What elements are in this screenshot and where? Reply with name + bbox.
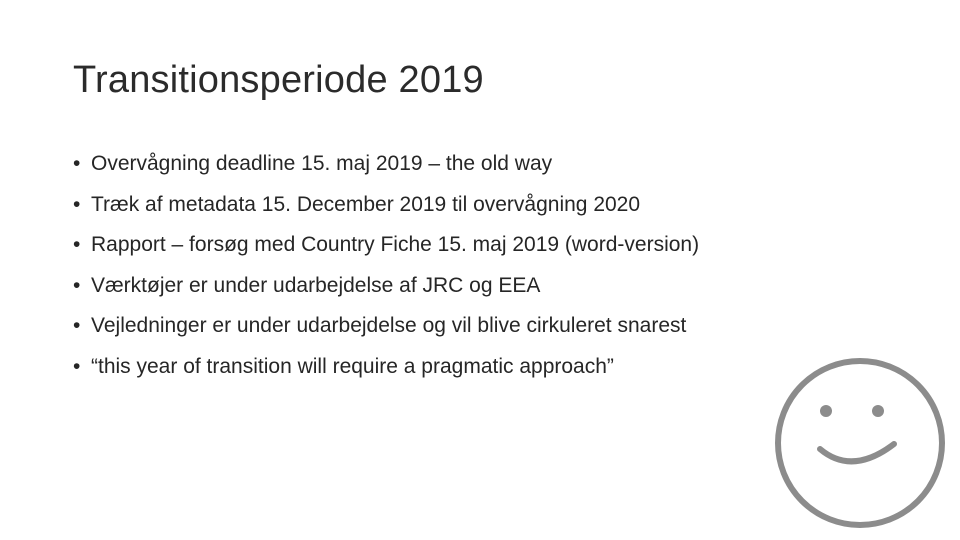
bullet-text: Overvågning deadline 15. maj 2019 – the old way <box>91 152 553 175</box>
bullet-text: Træk af metadata 15. December 2019 til overvågning 2020 <box>91 192 641 216</box>
smiley-face-icon <box>770 348 950 528</box>
bullet-dot: • <box>73 152 81 175</box>
bullet-dot: • <box>73 273 81 297</box>
bullet-dot: • <box>73 233 81 256</box>
bullet-item <box>73 144 873 185</box>
bullet-item <box>73 225 873 266</box>
bullet-text: Rapport – forsøg med Country Fiche 15. maj 2019 (word-version) <box>91 233 700 256</box>
bullet-item <box>73 306 873 347</box>
slide-title: Transitionsperiode 2019 <box>73 59 484 101</box>
bullet-dot: • <box>73 192 81 216</box>
bullet-text: Vejledninger er under udarbejdelse og vil blive cirkuleret snarest <box>91 314 687 337</box>
bullet-item <box>73 185 873 226</box>
bullet-dot: • <box>73 354 81 378</box>
bullet-list <box>73 144 873 387</box>
bullet-text: “this year of transition will require a pragmatic approach” <box>91 354 614 378</box>
smiley-outline <box>778 361 942 525</box>
smiley-right-eye <box>872 405 884 417</box>
bullet-text: Værktøjer er under udarbejdelse af JRC og EEA <box>91 273 541 297</box>
bullet-dot: • <box>73 314 81 337</box>
bullet-item <box>73 266 873 307</box>
smiley-left-eye <box>820 405 832 417</box>
smiley-mouth <box>820 444 894 461</box>
bullet-item <box>73 347 873 388</box>
